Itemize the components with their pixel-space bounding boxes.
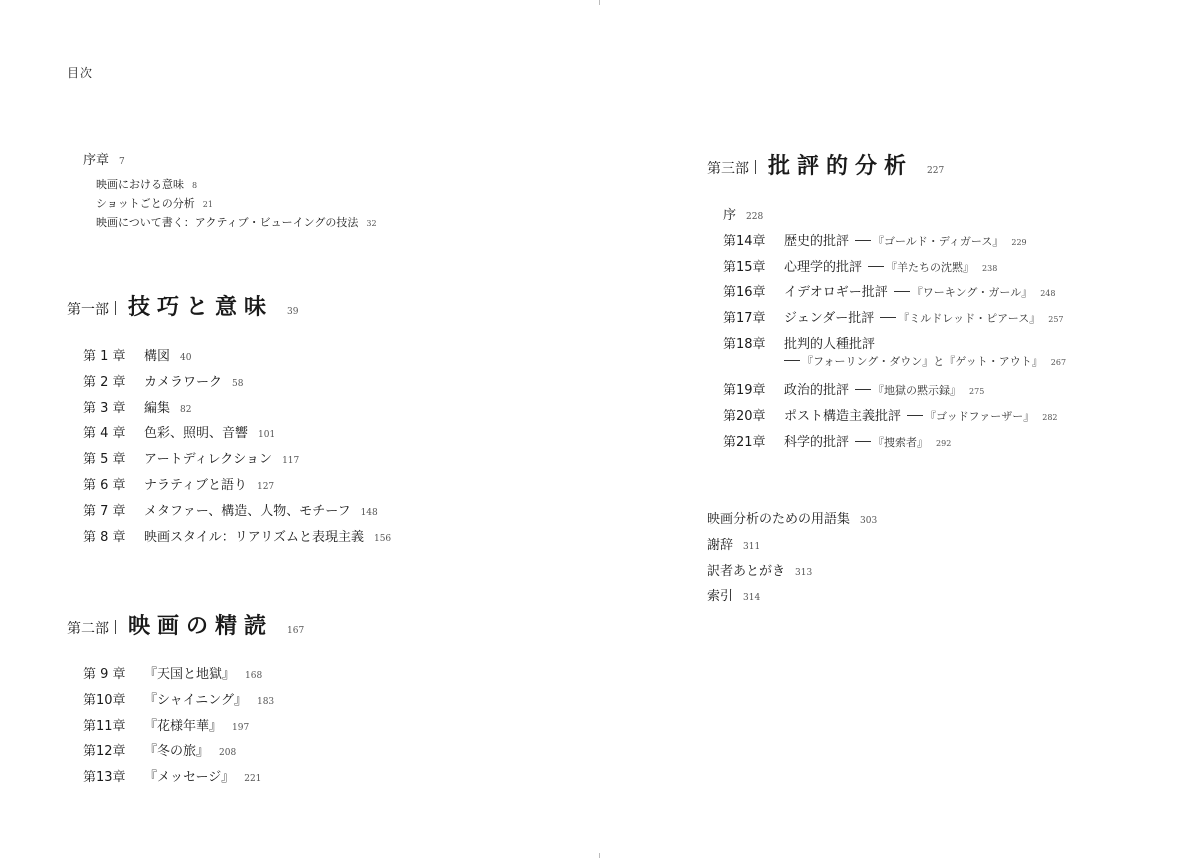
chapter-title: アートディレクション [144,452,273,468]
part1-chapter[interactable] [83,422,275,441]
chapter-page: 221 [244,774,262,785]
chapter-title: 『冬の旅』 [144,744,210,760]
chapter-film: 『ワーキング・ガール』 [911,286,1033,299]
chapter-page: 40 [180,353,192,363]
chapter-page: 148 [360,507,378,518]
chapter-page: 197 [232,722,250,733]
back-matter-item[interactable] [707,560,812,579]
prologue-page: 7 [119,157,125,167]
back-matter-label: 索引 [707,589,734,605]
em-dash [855,389,871,390]
chapter-page: 101 [258,430,276,441]
part3-chapter[interactable] [723,307,1064,326]
part3-chapter[interactable] [723,379,984,398]
chapter-film: 『ゴールド・ディガース』 [873,235,1004,248]
chapter-title: ジェンダー批評 [784,311,875,326]
part3-intro-page: 228 [746,212,764,222]
chapter-title: ナラティブと語り [144,478,247,493]
chapter-number: 第 3 章 [83,400,126,416]
chapter-page: 229 [1011,238,1027,247]
part3-chapter[interactable] [723,256,997,275]
chapter-number: 第 9 章 [83,667,126,682]
chapter-page: 82 [180,404,192,415]
chapter-title: 批判的人種批評 [784,337,876,352]
chapter-title: 科学的批評 [784,435,850,450]
chapter-number: 第17章 [723,311,766,326]
chapter-number: 第 2 章 [83,374,126,390]
chapter-title: カメラワーク [144,374,223,390]
part-divider [115,301,116,315]
back-matter-label: 映画分析のための用語集 [707,512,851,527]
back-matter-label: 謝辞 [707,537,734,553]
chapter-title: 『シャイニング』 [144,692,247,708]
chapter-title: 色彩、照明、音響 [144,426,249,442]
chapter-number: 第18章 [723,337,766,352]
chapter-page: 168 [245,671,263,681]
chapter-page: 127 [256,482,275,492]
chapter-film: 『地獄の黙示録』 [873,384,962,397]
em-dash [855,240,871,241]
part2-title: 映画の精読 [128,614,274,639]
chapter-title: 歴史的批評 [784,234,850,249]
chapter-title: 政治的批評 [784,383,850,398]
part-divider [115,620,116,634]
chapter-page: 183 [256,696,275,707]
chapter-number: 第12章 [83,744,126,760]
part3-chapter[interactable] [723,405,1058,424]
chapter-film: 『ゴッドファーザー』 [925,410,1035,423]
chapter-number: 第21章 [723,435,766,450]
bottom-gutter-mark [599,853,600,858]
part1-chapter[interactable] [83,397,191,416]
chapter-title: イデオロギー批評 [784,285,888,300]
chapter-title: 編集 [144,400,171,416]
chapter-number: 第19章 [723,383,766,398]
chapter-number: 第14章 [723,234,766,249]
chapter-number: 第15章 [723,260,766,275]
part1-heading[interactable] [67,290,298,321]
chapter-title: 『花様年華』 [144,718,223,734]
part2-chapter[interactable] [83,715,249,734]
part2-heading[interactable] [67,609,304,640]
chapter-page: 156 [373,533,392,544]
part2-chapter[interactable] [83,689,274,708]
part1-label: 第一部 [67,302,109,318]
chapter-title: メタファー、構造、人物、モチーフ [144,503,351,519]
chapter-page: 275 [969,387,985,396]
chapter-page: 117 [282,456,300,467]
part2-page: 167 [287,626,305,636]
prologue-item-label: 映画について書く：アクティブ・ビューイングの技法 [96,216,359,229]
chapter-page: 282 [1042,413,1058,422]
back-matter-page: 311 [743,541,761,552]
chapter-title: 映画スタイル：リアリズムと表現主義 [144,529,364,545]
part2-chapter[interactable] [83,740,236,759]
part3-chapter[interactable] [723,230,1027,249]
chapter-film: 『羊たちの沈黙』 [886,261,975,274]
chapter-page: 238 [982,264,998,273]
chapter-page: 257 [1048,315,1064,324]
part3-chapter[interactable] [723,431,951,450]
back-matter-item[interactable] [707,508,877,527]
chapter-page: 208 [219,748,237,759]
chapter-page: 248 [1040,289,1056,298]
part3-heading[interactable] [707,149,944,180]
back-matter-label: 訳者あとがき [707,563,786,579]
toc-title: 目次 [67,66,94,80]
part3-chapter[interactable] [723,333,875,352]
chapter-title: 『メッセージ』 [144,770,235,786]
em-dash [868,266,884,267]
chapter-page: 267 [1050,358,1067,367]
part1-chapter[interactable] [83,500,378,519]
chapter-number: 第 7 章 [83,503,126,519]
part1-chapter[interactable] [83,448,299,467]
chapter-number: 第20章 [723,409,766,424]
part2-chapter[interactable] [83,663,262,682]
chapter-number: 第 4 章 [83,426,126,442]
part2-label: 第二部 [67,621,109,637]
chapter-number: 第11章 [83,718,126,734]
chapter-film: 『フォーリング・ダウン』と『ゲット・アウト』 [802,355,1043,368]
chapter-film: 『ミルドレッド・ピアース』 [898,312,1041,325]
part3-title: 批評的分析 [768,154,914,179]
chapter-film: 『捜索者』 [873,436,929,449]
part3-intro-title: 序 [723,208,737,223]
chapter-number: 第 8 章 [83,529,126,545]
chapter-number: 第 1 章 [83,349,126,364]
chapter-number: 第10章 [83,692,126,708]
back-matter-item[interactable] [707,585,760,604]
em-dash [855,441,871,442]
prologue-title: 序章 [83,153,110,168]
part1-page: 39 [287,307,299,317]
chapter-page: 292 [936,439,952,448]
part1-chapter[interactable] [83,474,274,493]
part1-chapter[interactable] [83,371,243,390]
part3-chapter[interactable] [723,281,1055,300]
part-divider [755,160,756,174]
part1-chapter[interactable] [83,345,191,364]
prologue-item-page: 32 [366,219,377,228]
back-matter-item[interactable] [707,534,760,553]
chapter-number: 第 6 章 [83,478,126,493]
part1-title: 技巧と意味 [128,295,274,320]
em-dash [784,360,800,361]
chapter-number: 第13章 [83,770,126,786]
chapter-title: 『天国と地獄』 [144,667,236,682]
part3-label: 第三部 [707,161,749,177]
chapter-title: 構図 [144,349,171,364]
em-dash [907,415,923,416]
part3-chapter-subtitle [784,353,1066,369]
back-matter-page: 313 [795,567,813,578]
back-matter-page: 303 [860,516,878,526]
prologue-item[interactable] [96,214,377,230]
prologue-item-page: 21 [202,200,213,209]
part3-intro[interactable] [723,204,763,223]
prologue-item[interactable] [96,195,213,211]
top-gutter-mark [599,0,600,5]
chapter-number: 第 5 章 [83,452,126,468]
em-dash [880,317,896,318]
em-dash [894,291,910,292]
prologue-item-label: 映画における意味 [96,178,184,191]
chapter-title: 心理学的批評 [784,260,863,275]
part1-chapter[interactable] [83,526,391,545]
part3-page: 227 [927,166,945,176]
chapter-number: 第16章 [723,285,766,300]
chapter-title: ポスト構造主義批評 [784,409,902,424]
prologue-heading[interactable] [83,149,125,168]
prologue-item[interactable] [96,176,197,192]
prologue-item-label: ショットごとの分析 [96,197,195,210]
chapter-page: 58 [232,378,244,389]
prologue-item-page: 8 [192,181,198,190]
part2-chapter[interactable] [83,766,261,785]
back-matter-page: 314 [743,593,761,604]
